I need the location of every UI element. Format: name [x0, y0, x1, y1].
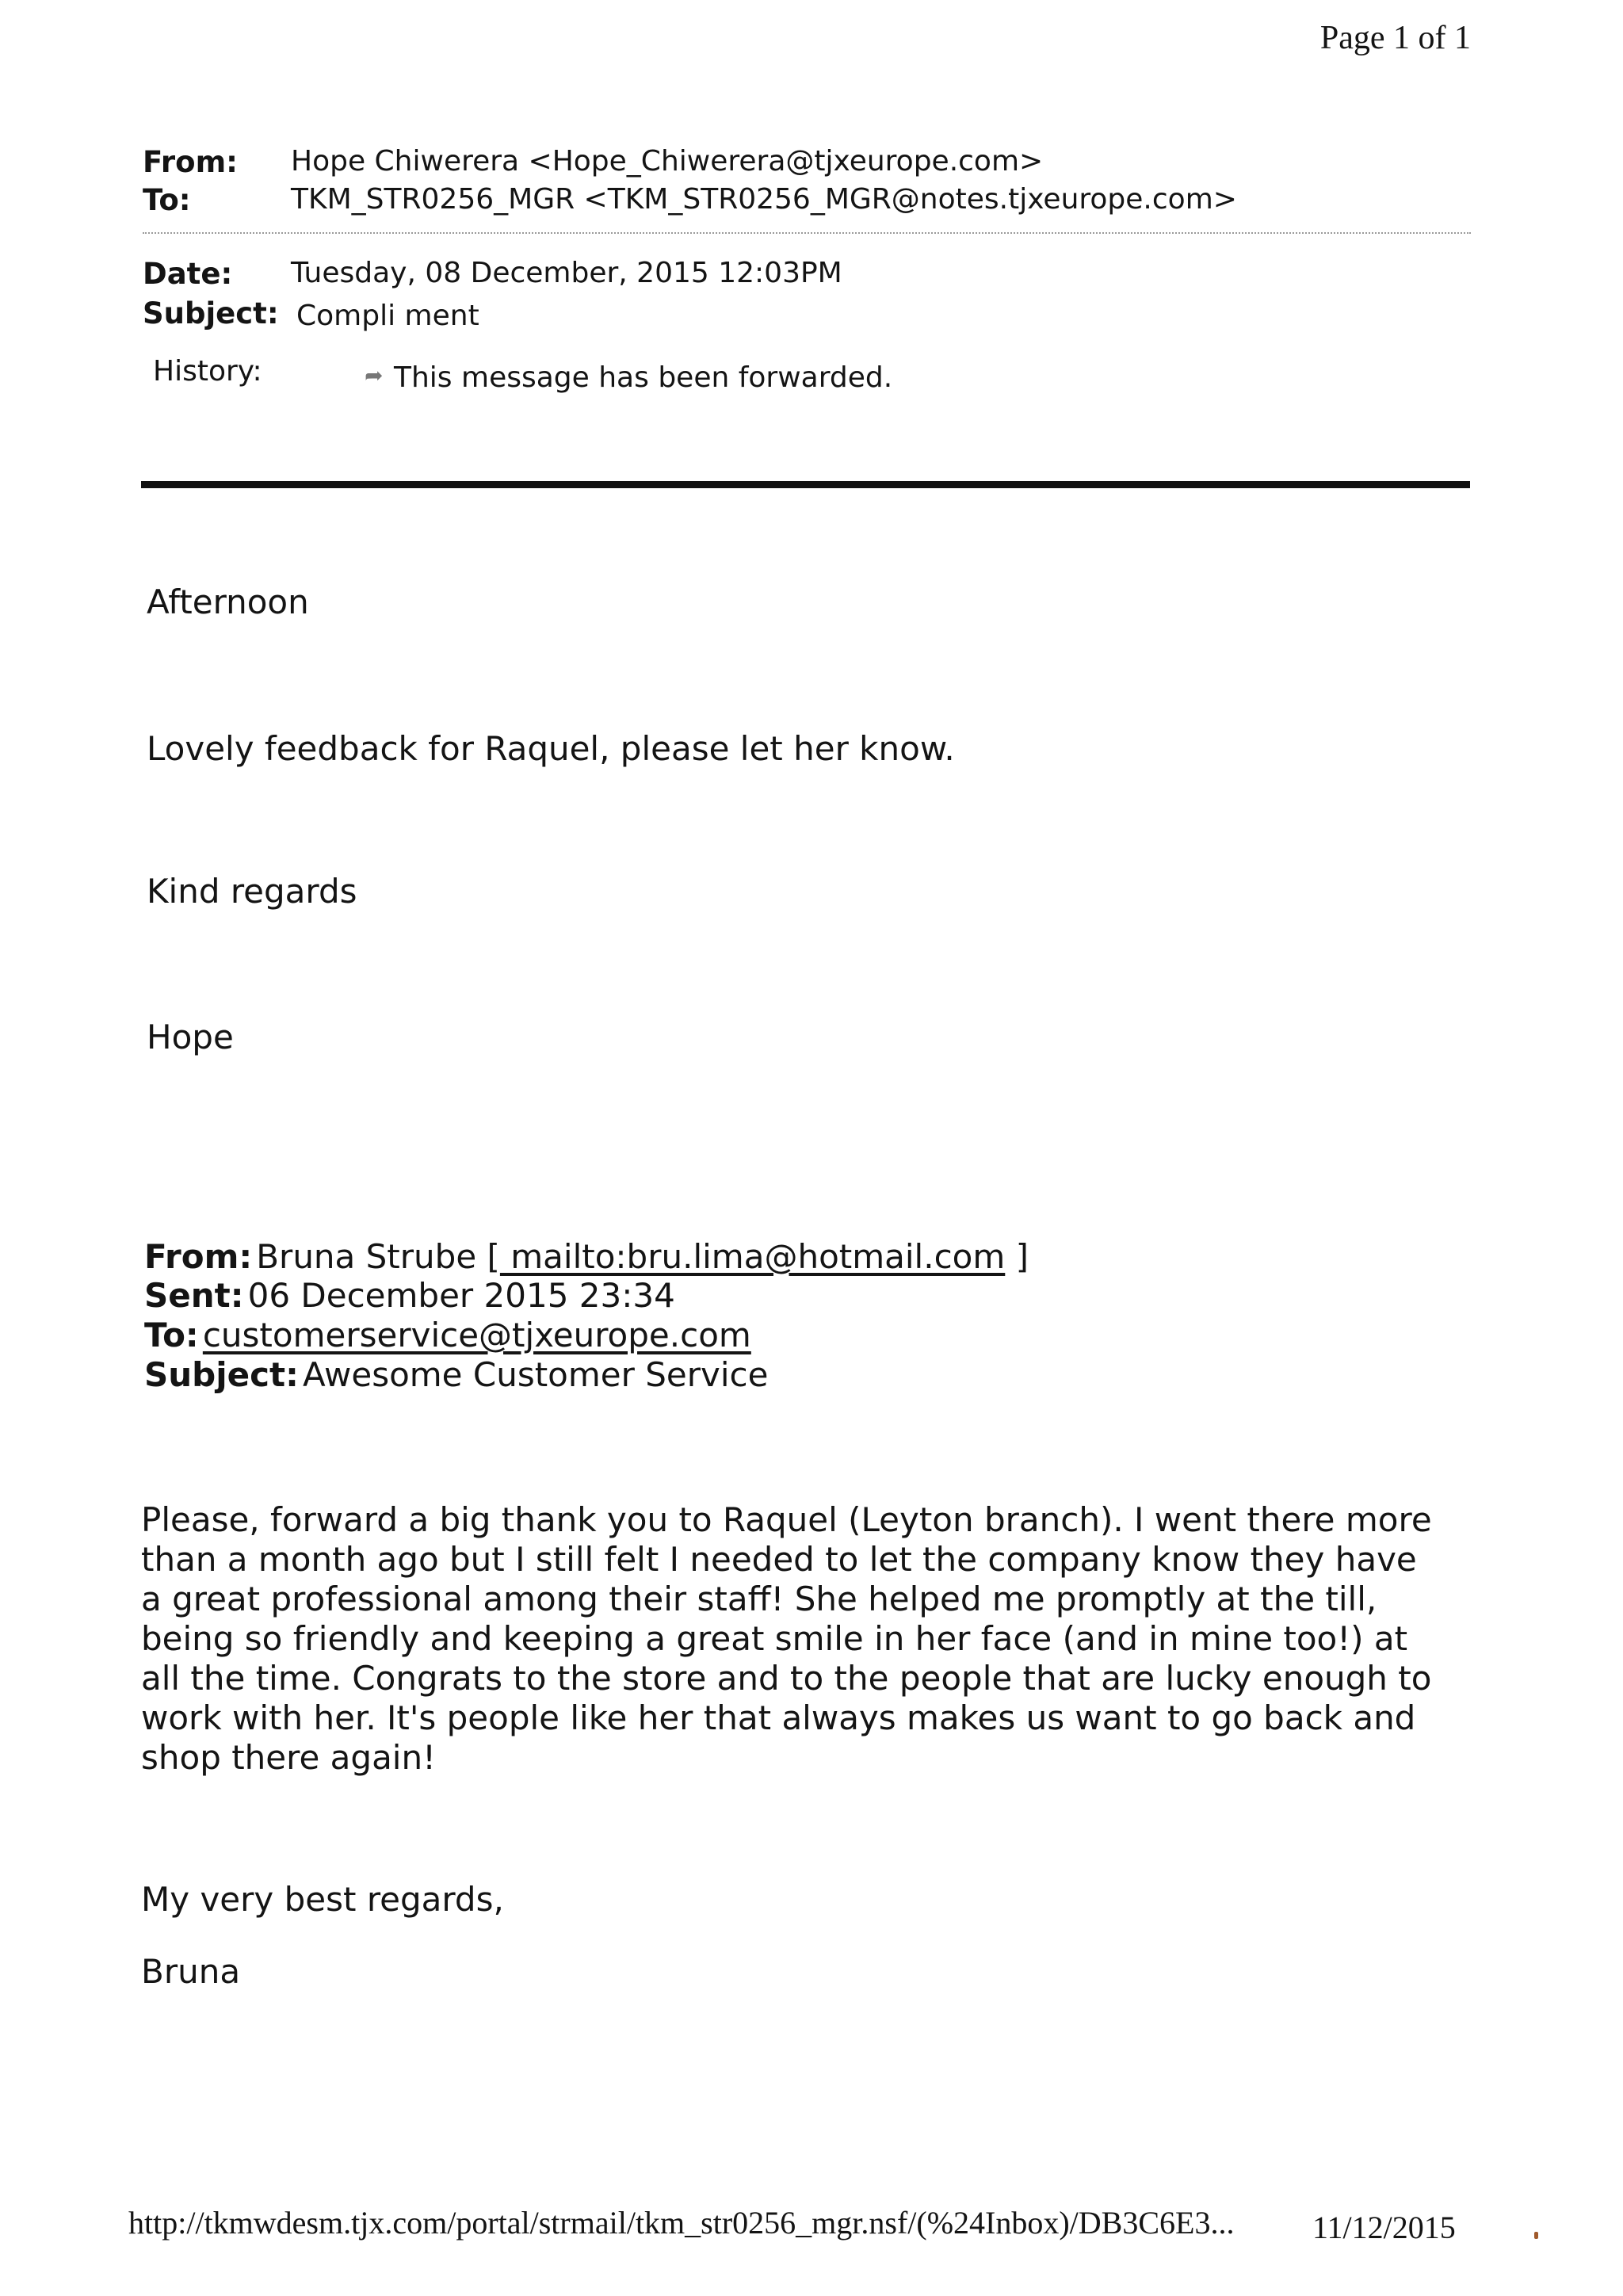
forwarded-sent-value: 06 December 2015 23:34	[247, 1276, 675, 1315]
greeting: Afternoon	[147, 583, 309, 621]
date-label: Date:	[143, 257, 233, 291]
message-line: all the time. Congrats to the store and to the people that are lucky enough to	[141, 1659, 1432, 1698]
forwarded-sent-label: Sent:	[144, 1276, 244, 1315]
feedback-line: Lovely feedback for Raquel, please let her know.	[147, 729, 955, 768]
forwarded-to-link[interactable]: customerservice@tjxeurope.com	[202, 1316, 751, 1354]
forwarded-from-suffix: ]	[1005, 1237, 1029, 1276]
history-label: History:	[153, 355, 262, 388]
forwarded-closing: My very best regards,	[141, 1880, 504, 1919]
forwarded-to-label: To:	[144, 1316, 199, 1354]
forwarded-subject-label: Subject:	[144, 1355, 299, 1394]
signature: Hope	[147, 1018, 234, 1056]
to-value: TKM_STR0256_MGR <TKM_STR0256_MGR@notes.tjxeurope.com>	[291, 183, 1237, 216]
forwarded-subject-row	[144, 1355, 768, 1394]
forwarded-from-link[interactable]: mailto:bru.lima@hotmail.com	[499, 1237, 1006, 1276]
forwarded-to-row	[144, 1316, 751, 1354]
message-line: being so friendly and keeping a great smile in her face (and in mine too!) at	[141, 1619, 1408, 1658]
from-label: From:	[143, 145, 238, 179]
forwarded-sent-row	[144, 1276, 675, 1315]
date-value: Tuesday, 08 December, 2015 12:03PM	[291, 257, 842, 289]
forwarded-from-label: From:	[144, 1237, 253, 1276]
subject-value: Compli ment	[296, 300, 479, 332]
message-line: than a month ago but I still felt I needed to let the company know they have	[141, 1540, 1417, 1579]
forwarded-from-name: Bruna Strube [	[256, 1237, 500, 1276]
header-separator	[141, 481, 1470, 488]
message-line: Please, forward a big thank you to Raquel (Leyton branch). I went there more	[141, 1500, 1432, 1539]
forward-arrow-icon: ➦	[365, 362, 384, 388]
message-line: a great professional among their staff! She helped me promptly at the till,	[141, 1580, 1377, 1618]
to-label: To:	[143, 183, 191, 217]
forwarded-from-row	[144, 1237, 1029, 1276]
closing: Kind regards	[147, 872, 357, 911]
footer-url: http://tkmwdesm.tjx.com/portal/strmail/tkm_str0256_mgr.nsf/(%24Inbox)/DB3C6E3...	[128, 2205, 1235, 2241]
subject-label: Subject:	[143, 296, 279, 330]
page-number: Page 1 of 1	[1319, 20, 1471, 56]
message-line: shop there again!	[141, 1738, 436, 1777]
footer-date: 11/12/2015	[1312, 2210, 1456, 2245]
from-value: Hope Chiwerera <Hope_Chiwerera@tjxeurope.com>	[291, 145, 1044, 178]
forwarded-signature: Bruna	[141, 1952, 241, 1991]
scan-speck	[1534, 2232, 1538, 2239]
message-line: work with her. It's people like her that always makes us want to go back and	[141, 1698, 1416, 1737]
history-value: This message has been forwarded.	[394, 361, 893, 394]
forwarded-subject-value: Awesome Customer Service	[302, 1355, 769, 1394]
forwarded-message	[141, 1500, 1480, 1778]
header-divider	[143, 232, 1471, 234]
